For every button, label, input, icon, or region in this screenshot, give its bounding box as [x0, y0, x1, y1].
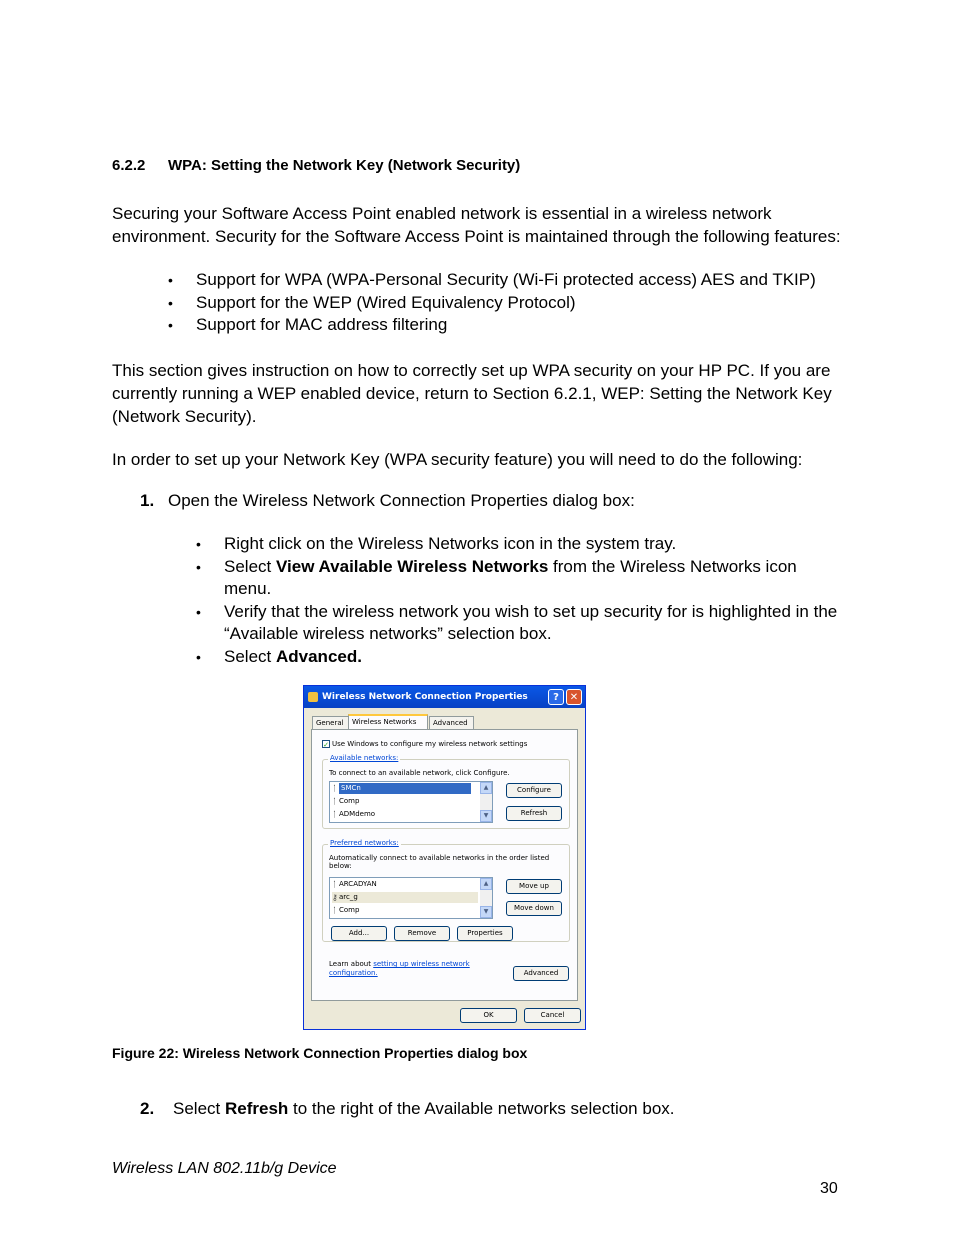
list-item[interactable]: ᛙ Comp: [332, 906, 360, 915]
available-networks-list[interactable]: [329, 781, 493, 823]
section-paragraph: This section gives instruction on how to correctly set up WPA security on your HP PC. If you are currently running a WEP enabled device, return to Section 6.2.1, WEP: Setting the Network Key (Network Security).: [112, 361, 832, 426]
preferred-hint: Automatically connect to available networks in the order listed below:: [329, 854, 550, 870]
properties-button[interactable]: Properties: [457, 926, 513, 941]
step-2: 2. Select Refresh to the right of the Available networks selection box.: [140, 1099, 675, 1118]
preferred-networks-list[interactable]: [329, 877, 493, 919]
add-button[interactable]: Add...: [331, 926, 387, 941]
step-number: 1.: [140, 491, 155, 510]
learn-about-text: Learn about setting up wireless network configuration.: [329, 960, 470, 977]
list-scrollbar[interactable]: [480, 782, 492, 822]
footer-title: Wireless LAN 802.11b/g Device: [112, 1160, 337, 1177]
step-number: 2.: [140, 1099, 155, 1118]
page-number: 30: [820, 1180, 838, 1197]
close-button[interactable]: ✕: [566, 689, 582, 705]
use-windows-checkbox-row[interactable]: [322, 740, 527, 748]
learn-more-link[interactable]: setting up wireless network configuration.: [329, 960, 470, 977]
button-name: Refresh: [224, 1099, 289, 1118]
feature-item: • Support for the WEP (Wired Equivalency Protocol): [168, 292, 816, 315]
tab-panel: [311, 729, 578, 1001]
help-button[interactable]: ?: [548, 689, 564, 705]
dialog-title: Wireless Network Connection Properties: [322, 692, 528, 702]
remove-button[interactable]: Remove: [394, 926, 450, 941]
figure-caption: Figure 22: Wireless Network Connection Properties dialog box: [112, 1045, 528, 1061]
preferred-networks-label: Preferred networks:: [330, 839, 399, 847]
dialog-titlebar: [304, 686, 585, 708]
list-item[interactable]: ᛙ ARCADYAN: [332, 880, 377, 889]
section-number: 6.2.2: [112, 157, 146, 174]
antenna-icon: ᛙ: [332, 810, 337, 819]
section-heading: [112, 157, 520, 174]
instructions-intro: In order to set up your Network Key (WPA security feature) you will need to do the following:: [112, 450, 803, 469]
button-name: Advanced.: [275, 646, 362, 666]
scroll-down-icon[interactable]: ▼: [480, 810, 492, 822]
list-item[interactable]: ᛙ Comp: [332, 797, 360, 806]
step-1: [140, 489, 635, 512]
section-title: WPA: Setting the Network Key (Network Security): [168, 157, 521, 174]
wireless-properties-dialog: [303, 685, 586, 1030]
antenna-icon: ᛙ: [332, 906, 337, 915]
checkbox-checked[interactable]: ✓: [323, 741, 329, 749]
scroll-up-icon[interactable]: ▲: [480, 878, 492, 890]
feature-list: [168, 269, 816, 337]
available-networks-group: [322, 754, 570, 829]
cancel-button[interactable]: Cancel: [524, 1008, 581, 1023]
antenna-x-icon: ᛙ: [332, 880, 337, 889]
intro-paragraph: Securing your Software Access Point enabled network is essential in a wireless network environment. Security for the Software Access Point is maintained through the following features:: [112, 204, 841, 246]
antenna-icon: ᛙ: [332, 784, 337, 793]
tab-wireless-networks[interactable]: Wireless Networks: [348, 714, 428, 730]
preferred-networks-group: [322, 839, 570, 942]
ok-button[interactable]: OK: [460, 1008, 517, 1023]
step-text: Open the Wireless Network Connection Properties dialog box:: [168, 491, 635, 510]
move-up-button[interactable]: Move up: [506, 879, 562, 894]
bullet-item: • Right click on the Wireless Networks icon in the system tray.: [196, 533, 846, 556]
feature-item: • Support for MAC address filtering: [168, 314, 816, 337]
tab-advanced[interactable]: Advanced: [429, 716, 474, 729]
menu-option-name: View Available Wireless Networks: [275, 556, 549, 576]
feature-item: • Support for WPA (WPA-Personal Security (Wi-Fi protected access) AES and TKIP): [168, 269, 816, 292]
scroll-down-icon[interactable]: ▼: [480, 906, 492, 918]
advanced-button[interactable]: Advanced: [513, 966, 569, 981]
use-windows-label: Use Windows to configure my wireless network settings: [332, 740, 528, 748]
antenna-key-icon: ⚷: [332, 893, 338, 902]
bullet-item: • Select Advanced.: [196, 646, 846, 669]
available-networks-label: Available networks:: [330, 754, 399, 762]
refresh-button[interactable]: Refresh: [506, 806, 562, 821]
configure-button[interactable]: Configure: [506, 783, 562, 798]
list-scrollbar[interactable]: [480, 878, 492, 918]
step-1-bullets: [196, 533, 846, 668]
list-item[interactable]: ⚷ arc_g: [332, 892, 478, 903]
bullet-item: • Verify that the wireless network you wish to set up security for is highlighted in the “Available wireless networks” selection box.: [196, 601, 846, 646]
antenna-icon: ᛙ: [332, 797, 337, 806]
available-hint: To connect to an available network, click Configure.: [329, 769, 510, 777]
tab-general[interactable]: General: [312, 716, 349, 729]
bullet-item: • Select View Available Wireless Networks from the Wireless Networks icon menu.: [196, 556, 846, 601]
move-down-button[interactable]: Move down: [506, 901, 562, 916]
scroll-up-icon[interactable]: ▲: [480, 782, 492, 794]
network-icon: [308, 692, 318, 702]
list-item[interactable]: ᛙ ADMdemo: [332, 810, 376, 819]
list-item[interactable]: ᛙ SMCn: [332, 783, 478, 794]
